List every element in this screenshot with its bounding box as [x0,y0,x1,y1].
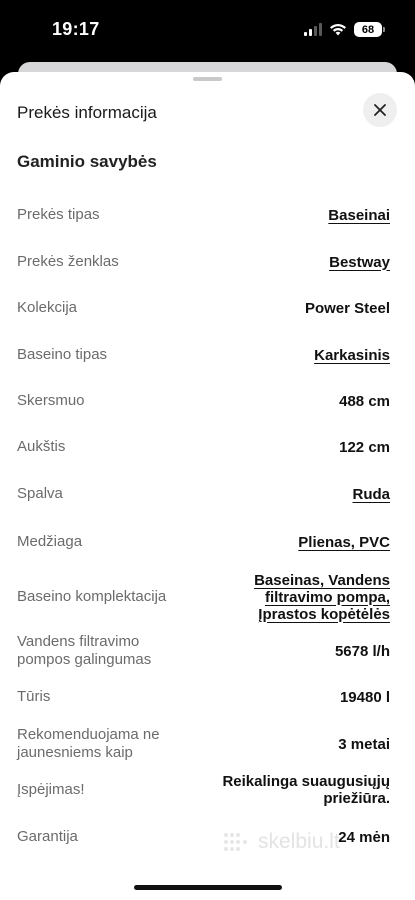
property-row [17,469,390,519]
sheet-title: Prekės informacija [17,103,157,122]
status-icons [304,22,382,37]
sheet-grabber[interactable] [193,77,222,81]
close-icon [373,103,387,117]
property-value: 122 cm [339,438,390,456]
close-button[interactable] [363,93,397,127]
watermark-text: skelbiu.lt [258,830,340,853]
property-label: Baseino komplektacija [17,588,167,605]
property-label: Tūris [17,688,51,705]
property-label: Vandens filtravimo pompos galingumas [17,633,152,668]
property-label: Aukštis [17,438,66,455]
property-row [17,517,390,567]
property-value: Reikalinga suaugusiųjų priežiūra. [222,773,390,807]
property-value: 488 cm [339,392,390,410]
property-label: Įspėjimas! [17,781,85,798]
home-indicator[interactable] [134,885,282,890]
property-value-link[interactable]: Karkasinis [314,346,390,364]
property-value: 24 mėn [338,828,390,846]
property-row [17,765,390,815]
property-label: Rekomenduojama ne jaunesniems kaip [17,726,160,761]
section-title: Gaminio savybės [17,152,157,171]
property-label: Medžiaga [17,533,83,550]
property-row [17,626,390,676]
property-row [17,376,390,426]
battery-level: 68 [361,23,375,36]
property-value: 3 metai [338,735,390,753]
property-label: Skersmuo [17,392,85,409]
wifi-icon [329,23,347,36]
property-label: Baseino tipas [17,346,108,363]
property-value-link[interactable]: Bestway [329,253,390,271]
signal-icon [304,23,322,36]
property-value: 19480 l [339,688,390,706]
property-label: Spalva [17,485,63,502]
property-row [17,572,390,622]
property-row [17,190,390,240]
sheet-header [0,85,415,135]
property-value-link[interactable]: Baseinai [328,206,390,224]
property-label: Kolekcija [17,299,78,316]
property-value: Power Steel [304,299,390,317]
property-row [17,330,390,380]
status-bar [0,0,415,62]
property-row [17,672,390,722]
property-row [17,283,390,333]
property-row [17,237,390,287]
property-value-link[interactable]: Plienas, PVC [298,533,390,551]
property-label: Prekės ženklas [17,253,119,270]
property-row [17,719,390,769]
property-label: Garantija [17,828,78,845]
property-value-link[interactable]: Baseinas, Vandens filtravimo pompa, Įprastos kopėtėlės [254,571,390,623]
property-label: Prekės tipas [17,206,100,223]
property-value: 5678 l/h [334,642,390,660]
watermark [222,830,340,854]
property-row [17,422,390,472]
property-value-link[interactable]: Ruda [352,485,390,503]
watermark-logo-icon [222,831,252,853]
product-info-sheet [0,72,415,900]
status-time: 19:17 [52,19,100,39]
battery-icon [354,22,382,37]
